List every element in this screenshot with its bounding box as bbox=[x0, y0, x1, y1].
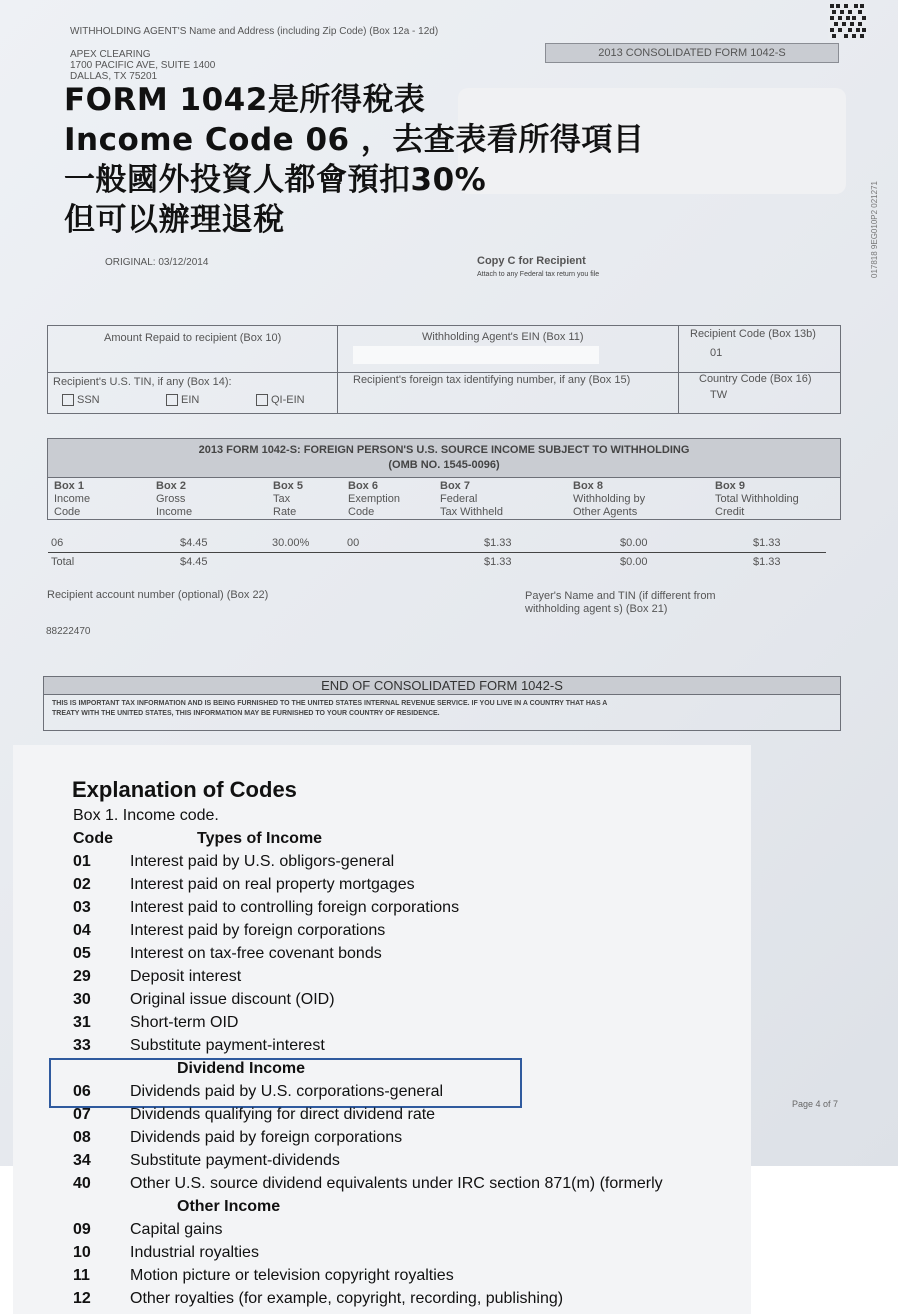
list-item: 30 Original issue discount (OID) bbox=[73, 991, 335, 1008]
list-item: 05 Interest on tax-free covenant bonds bbox=[73, 945, 382, 962]
page-number: Page 4 of 7 bbox=[792, 1099, 839, 1109]
cell-exemption-code: 00 bbox=[347, 537, 360, 549]
col-code-header: Code bbox=[73, 830, 113, 847]
list-item: 02 Interest paid on real property mortgages bbox=[73, 876, 415, 893]
box15-label: Recipient's foreign tax identifying number, if any (Box 15) bbox=[353, 374, 631, 386]
income-table-omb: (OMB NO. 1545-0096) bbox=[388, 459, 500, 471]
overlay-note-1: FORM 1042是所得稅表 bbox=[64, 82, 426, 118]
box21-label-1: Payer's Name and TIN (if different from bbox=[525, 590, 716, 602]
list-item: 12 Other royalties (for example, copyright, recording, publishing) bbox=[73, 1290, 564, 1307]
list-item: 09 Capital gains bbox=[73, 1221, 223, 1238]
total-gross-income: $4.45 bbox=[180, 556, 208, 568]
agent-address-line2: DALLAS, TX 75201 bbox=[70, 71, 158, 82]
overlay-note-3: 一般國外投資人都會預扣30% bbox=[64, 162, 487, 198]
list-item: 01 Interest paid by U.S. obligors-general bbox=[73, 853, 395, 870]
col-box6: Box 6 Exemption Code bbox=[348, 480, 400, 518]
list-item: 34 Substitute payment-dividends bbox=[73, 1152, 340, 1169]
notice-line-1: THIS IS IMPORTANT TAX INFORMATION AND IS BEING FURNISHED TO THE UNITED STATES INTERNAL REVENUE SERVICE. IF YOU LIVE IN A COUNTRY THAT HAS A bbox=[52, 700, 608, 707]
cell-other-agents: $0.00 bbox=[620, 537, 648, 549]
ssn-label: SSN bbox=[77, 394, 100, 406]
col-box5: Box 5 Tax Rate bbox=[273, 480, 303, 518]
total-label: Total bbox=[51, 556, 75, 568]
copy-title: Copy C for Recipient bbox=[477, 255, 586, 267]
agent-heading: WITHHOLDING AGENT'S Name and Address (including Zip Code) (Box 12a - 12d) bbox=[70, 26, 439, 37]
income-table-title: 2013 FORM 1042-S: FOREIGN PERSON'S U.S. SOURCE INCOME SUBJECT TO WITHHOLDING bbox=[198, 444, 690, 456]
overlay-note-4: 但可以辦理退稅 bbox=[64, 202, 285, 238]
side-code: 017818 9EG010P2 021271 bbox=[870, 181, 879, 278]
original-date: ORIGINAL: 03/12/2014 bbox=[105, 257, 209, 268]
explanation-col-headers bbox=[73, 830, 322, 848]
ein-redaction bbox=[353, 346, 599, 364]
list-item: 06 Dividends paid by U.S. corporations-general bbox=[73, 1083, 444, 1100]
explanation-subtitle: Box 1. Income code. bbox=[73, 807, 219, 824]
notice-box bbox=[43, 694, 841, 731]
box22-value: 88222470 bbox=[46, 626, 91, 637]
qiein-label: QI-EIN bbox=[271, 394, 305, 406]
overlay-notes bbox=[64, 80, 644, 240]
col-types-header: Types of Income bbox=[197, 830, 323, 847]
box13b-value: 01 bbox=[710, 347, 723, 359]
total-credit: $1.33 bbox=[753, 556, 781, 568]
list-item: 10 Industrial royalties bbox=[73, 1244, 259, 1261]
ein-checkbox[interactable] bbox=[166, 394, 199, 406]
col-box2: Box 2 Gross Income bbox=[156, 480, 193, 518]
list-item: 31 Short-term OID bbox=[73, 1014, 239, 1031]
list-item: 03 Interest paid to controlling foreign corporations bbox=[73, 899, 460, 916]
total-other-agents: $0.00 bbox=[620, 556, 648, 568]
list-item: 08 Dividends paid by foreign corporations bbox=[73, 1129, 403, 1146]
col-box7: Box 7 Federal Tax Withheld bbox=[440, 480, 503, 518]
box22-label: Recipient account number (optional) (Box 22) bbox=[47, 589, 269, 601]
ssn-checkbox[interactable] bbox=[62, 394, 100, 406]
list-item: 07 Dividends qualifying for direct dividend rate bbox=[73, 1106, 436, 1123]
income-table-header bbox=[47, 438, 841, 520]
dividend-heading: Dividend Income bbox=[177, 1060, 306, 1077]
qr-code-icon bbox=[828, 2, 868, 40]
form-title-box: 2013 CONSOLIDATED FORM 1042-S bbox=[545, 43, 839, 63]
cell-gross-income: $4.45 bbox=[180, 537, 208, 549]
end-banner: END OF CONSOLIDATED FORM 1042-S bbox=[43, 676, 841, 695]
copy-subtitle: Attach to any Federal tax return you file bbox=[477, 271, 600, 278]
cell-tax-withheld: $1.33 bbox=[484, 537, 512, 549]
list-item: 33 Substitute payment-interest bbox=[73, 1037, 325, 1054]
ein-label: EIN bbox=[181, 394, 200, 406]
box21-label-2: withholding agent s) (Box 21) bbox=[525, 603, 668, 615]
other-heading: Other Income bbox=[177, 1198, 281, 1215]
agent-name: APEX CLEARING bbox=[70, 49, 151, 60]
cell-tax-rate: 30.00% bbox=[272, 537, 310, 549]
box11-label: Withholding Agent's EIN (Box 11) bbox=[422, 331, 584, 343]
box10-label: Amount Repaid to recipient (Box 10) bbox=[104, 332, 282, 344]
explanation-of-codes bbox=[13, 745, 751, 1314]
list-item: 40 Other U.S. source dividend equivalents under IRC section 871(m) (formerly bbox=[73, 1175, 663, 1192]
box16-value: TW bbox=[710, 389, 728, 401]
agent-address bbox=[70, 49, 215, 82]
list-item: 04 Interest paid by foreign corporations bbox=[73, 922, 386, 939]
box13b-label: Recipient Code (Box 13b) bbox=[690, 328, 816, 340]
cell-total-credit: $1.33 bbox=[753, 537, 781, 549]
col-box9: Box 9 Total Withholding Credit bbox=[715, 480, 799, 518]
qiein-checkbox[interactable] bbox=[256, 394, 305, 406]
box14-label: Recipient's U.S. TIN, if any (Box 14): bbox=[53, 376, 232, 388]
highlight-box bbox=[49, 1058, 522, 1108]
box16-label: Country Code (Box 16) bbox=[699, 373, 812, 385]
list-item: 11 Motion picture or television copyright royalties bbox=[73, 1267, 454, 1284]
recipient-info-grid bbox=[47, 325, 841, 414]
cell-income-code: 06 bbox=[51, 537, 64, 549]
notice-line-2: TREATY WITH THE UNITED STATES, THIS INFORMATION MAY BE FURNISHED TO YOUR COUNTRY OF RESIDENCE. bbox=[52, 710, 440, 717]
explanation-title: Explanation of Codes bbox=[72, 777, 297, 802]
total-tax-withheld: $1.33 bbox=[484, 556, 512, 568]
col-box1: Box 1 Income Code bbox=[54, 480, 91, 518]
overlay-note-2: Income Code 06 ，去查表看所得項目 bbox=[64, 122, 645, 158]
total-divider bbox=[48, 552, 826, 553]
col-box8: Box 8 Withholding by Other Agents bbox=[573, 480, 646, 518]
list-item: 29 Deposit interest bbox=[73, 968, 242, 985]
agent-address-line1: 1700 PACIFIC AVE, SUITE 1400 bbox=[70, 60, 216, 71]
